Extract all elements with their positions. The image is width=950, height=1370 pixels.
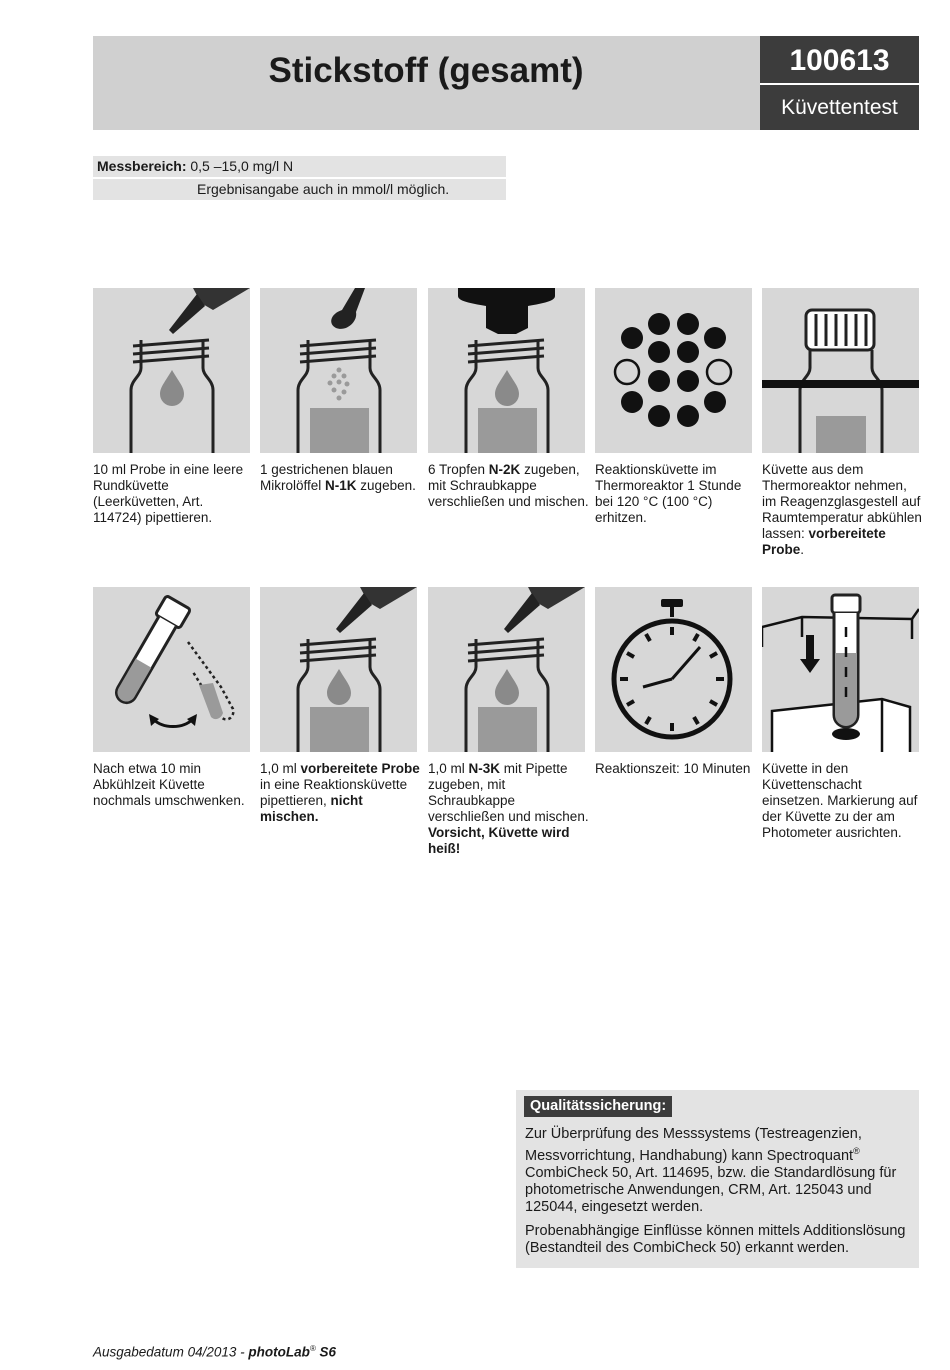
pipette-into-vial-icon <box>260 587 417 752</box>
qa-paragraph-1: Zur Überprüfung des Messsystems (Testreagenzien, Messvorrichtung, Handhabung) kann Spectroquant® CombiCheck 50, Art. 114695, bzw. die Standardlösung für photometrische Anwendungen, CRM, Art. 125043 und 125044, eingesetzt werden. <box>525 1126 897 1215</box>
header-bar <box>93 36 919 130</box>
step-10-illustration <box>762 587 919 752</box>
range-value: 0,5 –15,0 mg/l N <box>190 158 294 174</box>
step-4-text: Reaktionsküvette im Thermoreaktor 1 Stunde bei 120 °C (100 °C) erhitzen. <box>595 462 742 525</box>
qa-title: Qualitätssicherung: <box>524 1096 672 1117</box>
step-1-text: 10 ml Probe in eine leere Rundküvette (Leerküvetten, Art. 114724) pipettieren. <box>93 462 244 525</box>
step-4-illustration <box>595 288 752 453</box>
microspoon-icon <box>260 288 417 453</box>
pipette-into-vial-icon <box>93 288 250 453</box>
swirl-tube-icon <box>93 587 250 752</box>
stopwatch-icon <box>595 587 752 752</box>
code-box <box>760 36 919 130</box>
step-6-text: Nach etwa 10 min Abkühlzeit Küvette nochmals umschwenken. <box>93 761 245 808</box>
range-note: Ergebnisangabe auch in mmol/l möglich. <box>93 179 506 200</box>
thermoreactor-icon <box>595 288 752 453</box>
footer: Ausgabedatum 04/2013 - photoLab® S6 <box>93 1344 337 1360</box>
step-5-text: Küvette aus dem Thermoreaktor nehmen, im Reagenzglasgestell auf Raumtemperatur abkühlen lassen: vorbereitete Probe. <box>762 462 922 557</box>
step-6-illustration <box>93 587 250 752</box>
step-8-illustration <box>428 587 585 752</box>
cooling-rack-icon <box>762 288 919 453</box>
article-number: 100613 <box>789 44 890 77</box>
step-9-text: Reaktionszeit: 10 Minuten <box>595 761 751 776</box>
photometer-shaft-icon <box>762 587 919 752</box>
range-row <box>93 156 506 177</box>
step-9-illustration <box>595 587 752 752</box>
step-8-text: 1,0 ml N-3K mit Pipette zugeben, mit Schraubkappe verschließen und mischen. Vorsicht, Küvette wird heiß! <box>428 761 589 856</box>
quality-assurance-box <box>516 1090 919 1268</box>
qa-body <box>525 1126 917 1264</box>
range-label: Messbereich: <box>97 158 187 174</box>
page-title: Stickstoff (gesamt) <box>268 51 584 90</box>
step-7-text: 1,0 ml vorbereitete Probe in eine Reaktionsküvette pipettieren, nicht mischen. <box>260 761 420 824</box>
test-type: Küvettentest <box>781 96 898 119</box>
pipette-into-vial-icon <box>428 587 585 752</box>
qa-paragraph-2: Probenabhängige Einflüsse können mittels Additionslösung (Bestandteil des CombiCheck 50) erkannt werden. <box>525 1222 906 1256</box>
step-1-illustration <box>93 288 250 453</box>
dropper-bottle-icon <box>428 288 585 453</box>
measuring-range <box>93 156 506 200</box>
step-3-text: 6 Tropfen N-2K zugeben, mit Schraubkappe verschließen und mischen. <box>428 462 589 509</box>
step-2-text: 1 gestrichenen blauen Mikrolöffel N-1K zugeben. <box>260 462 416 493</box>
step-3-illustration <box>428 288 585 453</box>
step-5-illustration <box>762 288 919 453</box>
step-10-text: Küvette in den Küvettenschacht einsetzen. Markierung auf der Küvette zu der am Photometer ausrichten. <box>762 761 918 840</box>
step-2-illustration <box>260 288 417 453</box>
step-7-illustration <box>260 587 417 752</box>
